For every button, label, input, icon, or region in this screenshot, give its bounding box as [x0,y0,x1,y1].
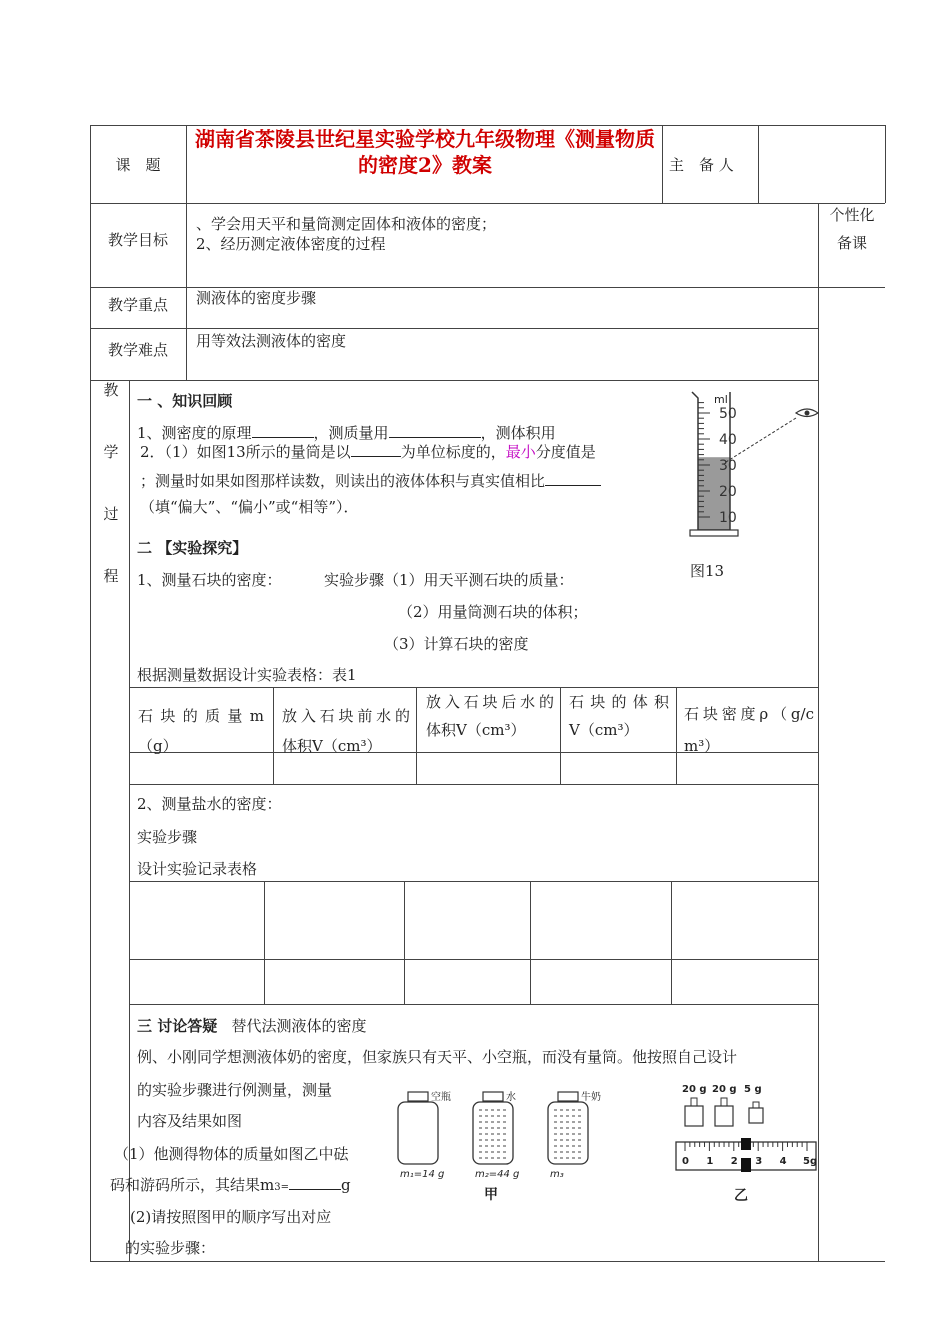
weight-label: 20 g [712,1084,737,1095]
design-label: 设计实验记录表格 [137,860,258,878]
bottle-mass-label: m₁=14 g [400,1169,445,1180]
bottle-mass-label: m₂=44 g [475,1169,520,1180]
preparer-label: 主 备 人 [669,156,734,174]
table1-header-stone-volume: 石块的体积 V（cm³） [569,693,669,739]
key-point-text: 测液体的密度步骤 [196,289,317,307]
bottle-body [473,1102,513,1164]
weight-label: 5 g [744,1084,762,1095]
step-1: 实验步骤（1）用天平测石块的质量： [324,571,574,589]
weight-block [685,1106,703,1126]
bottle-cap [408,1092,428,1101]
key-point-label: 教学重点 [107,296,168,314]
step-2: （2）用量筒测石块的体积； [398,603,588,621]
figure-13-cylinder [676,380,826,540]
bottle-body [548,1102,588,1164]
weight-label: 20 g [682,1084,707,1095]
figure-yi-balance [672,1080,822,1205]
difficulty-label: 教学难点 [107,341,168,359]
figure-jia-caption: 甲 [484,1187,498,1203]
scale-tick-label: 4 [779,1156,787,1167]
question-4: （填“偏大”、“偏小”或“相等”）． [140,498,359,516]
page-title: 湖南省茶陵县世纪星实验学校九年级物理《测量物质的密度2》教案 [195,127,655,177]
eye-pupil [805,411,810,416]
bottle-cap [483,1092,503,1101]
figure-jia-bottles [388,1082,601,1204]
step-3: （3）计算石块的密度 [384,635,529,653]
question-1: 1、测密度的原理 ，测质量用 ，测体积用 [137,424,556,442]
item-1-label: 1、测量石块的密度： [137,571,282,589]
rider-top [741,1138,751,1150]
item-2-label: 2、测量盐水的密度： [137,795,282,813]
bottle-label: 牛奶 [581,1092,601,1103]
question-3-1b: 码和游码所示，其结果m3= g [110,1176,351,1194]
scale-tick-label: 2 [730,1156,738,1167]
weight-block [749,1108,763,1123]
scale-tick-label: 5g [803,1156,818,1167]
rider-bottom [741,1158,751,1172]
cylinder-base [690,530,738,536]
table1-header-density: 石块密度ρ（g/c m³） [684,705,814,755]
bottle-label: 水 [506,1092,516,1103]
scale-tick-label: 0 [682,1156,689,1167]
table-intro: 根据测量数据设计实验表格：表1 [137,666,357,684]
scale-tick-label: 1 [706,1156,714,1167]
subject-label: 课 题 [115,156,161,174]
cylinder-tick-label: 50 [719,406,737,422]
table1-header-volume-before: 放入石块前水的 体积V（cm³） [282,707,410,755]
section2-heading: 二 【实验探究】 [137,539,248,557]
section1-heading: 一 、知识回顾 [137,392,233,410]
goal-line-1: 、学会用天平和量筒测定固体和液体的密度； [196,215,497,233]
weight-knob [721,1098,727,1106]
cylinder-tick-label: 30 [719,458,737,474]
table1-header-volume-after: 放入石块后水的 体积V（cm³） [426,693,554,739]
figure-yi-caption: 乙 [734,1188,748,1204]
weight-knob [753,1102,759,1108]
bottle-body [398,1102,438,1164]
steps-label: 实验步骤 [137,828,198,846]
section3-heading: 三 讨论答疑 替代法测液体的密度 [137,1017,367,1035]
question-2: 2．（1）如图13所示的量筒是以 为单位标度的，最小分度值是 [140,443,596,461]
bottle-cap [558,1092,578,1101]
cylinder-tick-label: 40 [719,432,737,448]
example-line-2: 的实验步骤进行例测量，测量 [137,1081,333,1099]
bottle-label: 空瓶 [431,1092,451,1103]
cylinder-tick-label: 20 [719,484,737,500]
personalized-label: 个性化备课 [829,206,875,252]
question-3-2: (2)请按照图甲的顺序写出对应 [130,1208,332,1226]
bottle-mass-label: m₃ [550,1169,564,1180]
goal-line-2: 2、经历测定液体密度的过程 [196,235,386,253]
weight-knob [691,1098,697,1106]
example-line-3: 内容及结果如图 [137,1112,243,1130]
example-text: 例、小刚同学想测液体奶的密度，但家族只有天平、小空瓶，而没有量筒。他按照自己设计 [137,1048,738,1066]
scale-tick-label: 3 [755,1156,763,1167]
question-3: ；测量时如果如图那样读数，则读出的液体体积与真实值相比 [140,471,601,491]
figure-13-caption: 图13 [690,562,725,580]
weight-block [715,1106,733,1126]
cylinder-unit: ml [714,393,728,406]
cylinder-tick-label: 10 [719,510,737,526]
process-label: 教 学 过 程 [103,381,119,585]
difficulty-text: 用等效法测液体的密度 [196,332,347,350]
goals-label: 教学目标 [107,231,168,249]
table1-header-mass: 石块的质量m （g） [138,707,264,755]
question-3-2b: 的实验步骤： [125,1239,216,1257]
question-3-1: （1）他测得物体的质量如图乙中砝 [114,1145,349,1163]
